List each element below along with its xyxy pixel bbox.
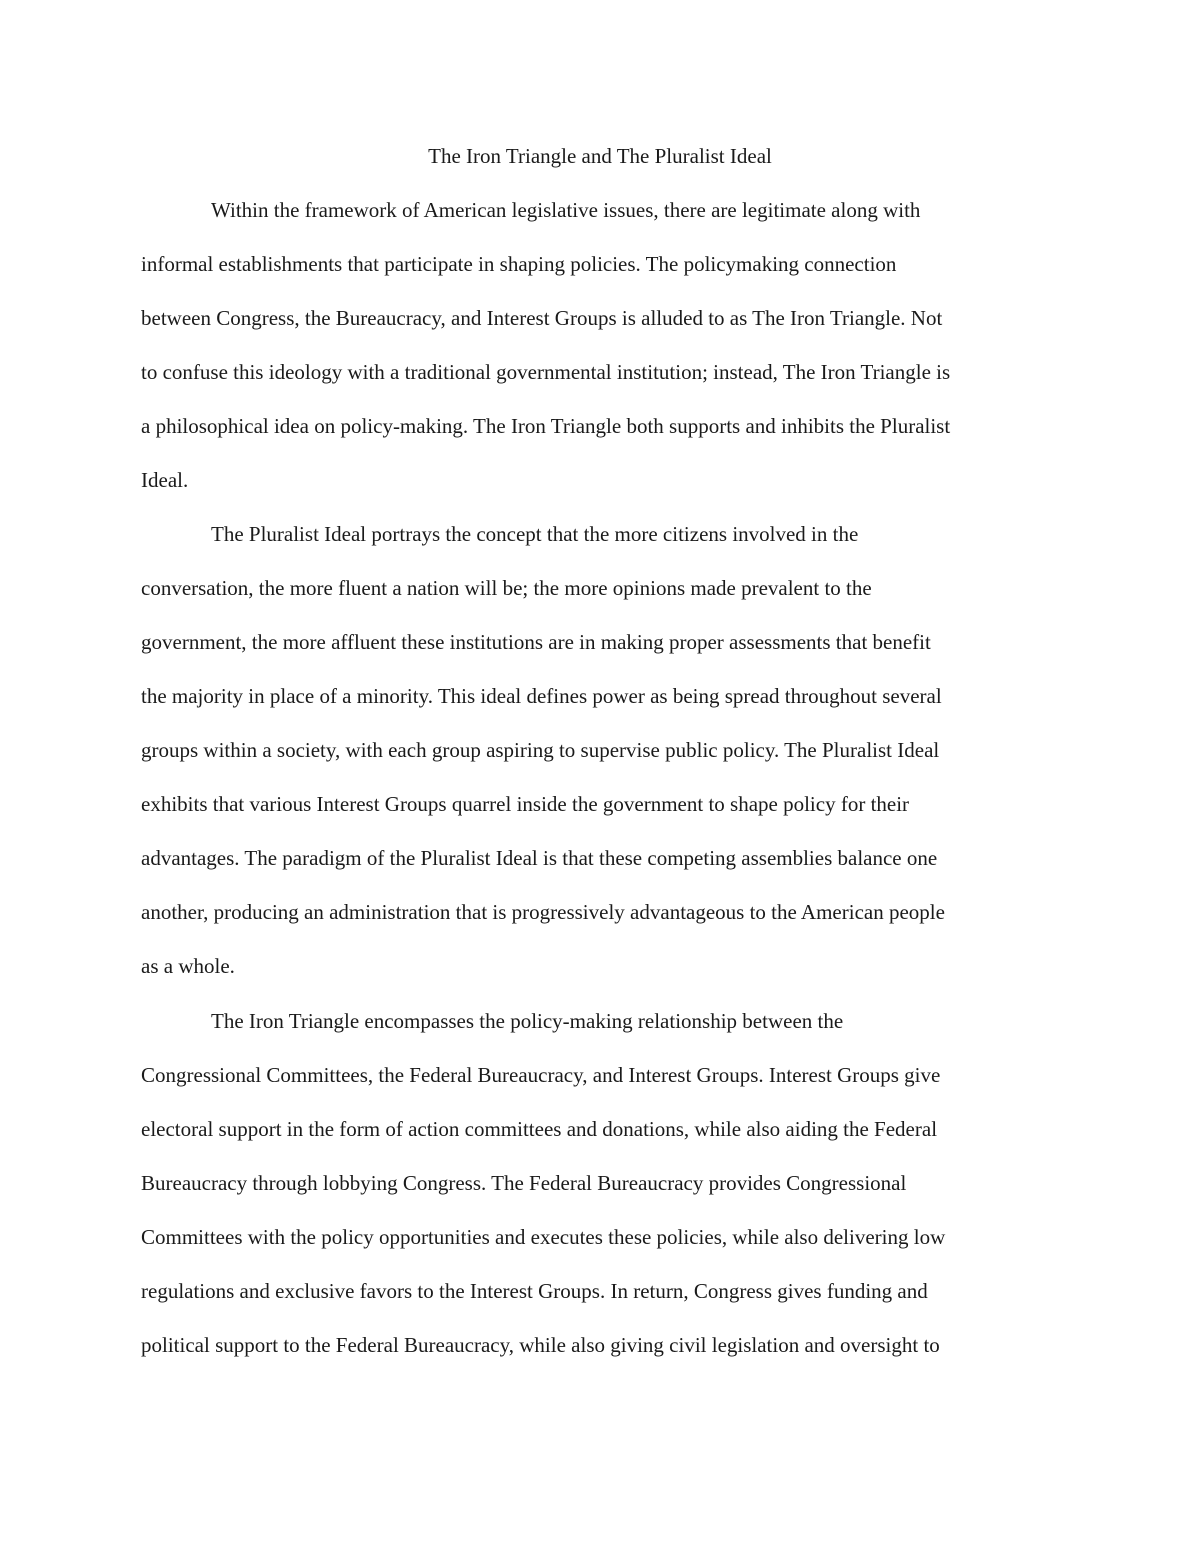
paragraph-2-line-6: exhibits that various Interest Groups quarrel inside the government to shape policy for their [141,792,910,816]
paragraph-3-line-4: Bureaucracy through lobbying Congress. The Federal Bureaucracy provides Congressional [141,1171,907,1195]
paragraph-3-line-3: electoral support in the form of action committees and donations, while also aiding the Federal [141,1117,938,1141]
paragraph-2-line-4: the majority in place of a minority. This ideal defines power as being spread throughout several [141,684,942,708]
paragraph-2-line-9: as a whole. [141,954,235,978]
paragraph-1-line-6: Ideal. [141,468,189,492]
paragraph-3-line-7: political support to the Federal Bureaucracy, while also giving civil legislation and oversight to [141,1333,940,1357]
paragraph-3-line-5: Committees with the policy opportunities and executes these policies, while also delivering low [141,1225,946,1249]
paragraph-1-line-5: a philosophical idea on policy-making. The Iron Triangle both supports and inhibits the Pluralist [141,414,951,438]
document-title: The Iron Triangle and The Pluralist Ideal [428,144,772,168]
paragraph-2-line-7: advantages. The paradigm of the Pluralist Ideal is that these competing assemblies balance one [141,846,938,870]
paragraph-3-line-2: Congressional Committees, the Federal Bureaucracy, and Interest Groups. Interest Groups give [141,1063,941,1087]
paragraph-1-line-2: informal establishments that participate in shaping policies. The policymaking connection [141,252,897,276]
paragraph-3-line-6: regulations and exclusive favors to the Interest Groups. In return, Congress gives funding and [141,1279,928,1303]
paragraph-1-line-4: to confuse this ideology with a traditional governmental institution; instead, The Iron Triangle is [141,360,951,384]
paragraph-2-line-1: The Pluralist Ideal portrays the concept that the more citizens involved in the [211,522,859,546]
paragraph-2-line-2: conversation, the more fluent a nation will be; the more opinions made prevalent to the [141,576,872,600]
paragraph-2-line-3: government, the more affluent these institutions are in making proper assessments that benefit [141,630,931,654]
paragraph-1-line-1: Within the framework of American legislative issues, there are legitimate along with [211,198,921,222]
paragraph-3-line-1: The Iron Triangle encompasses the policy-making relationship between the [211,1009,844,1033]
paragraph-2-line-5: groups within a society, with each group aspiring to supervise public policy. The Pluralist Ideal [141,738,940,762]
paragraph-2-line-8: another, producing an administration that is progressively advantageous to the American people [141,900,945,924]
paragraph-1-line-3: between Congress, the Bureaucracy, and Interest Groups is alluded to as The Iron Triangle. Not [141,306,943,330]
